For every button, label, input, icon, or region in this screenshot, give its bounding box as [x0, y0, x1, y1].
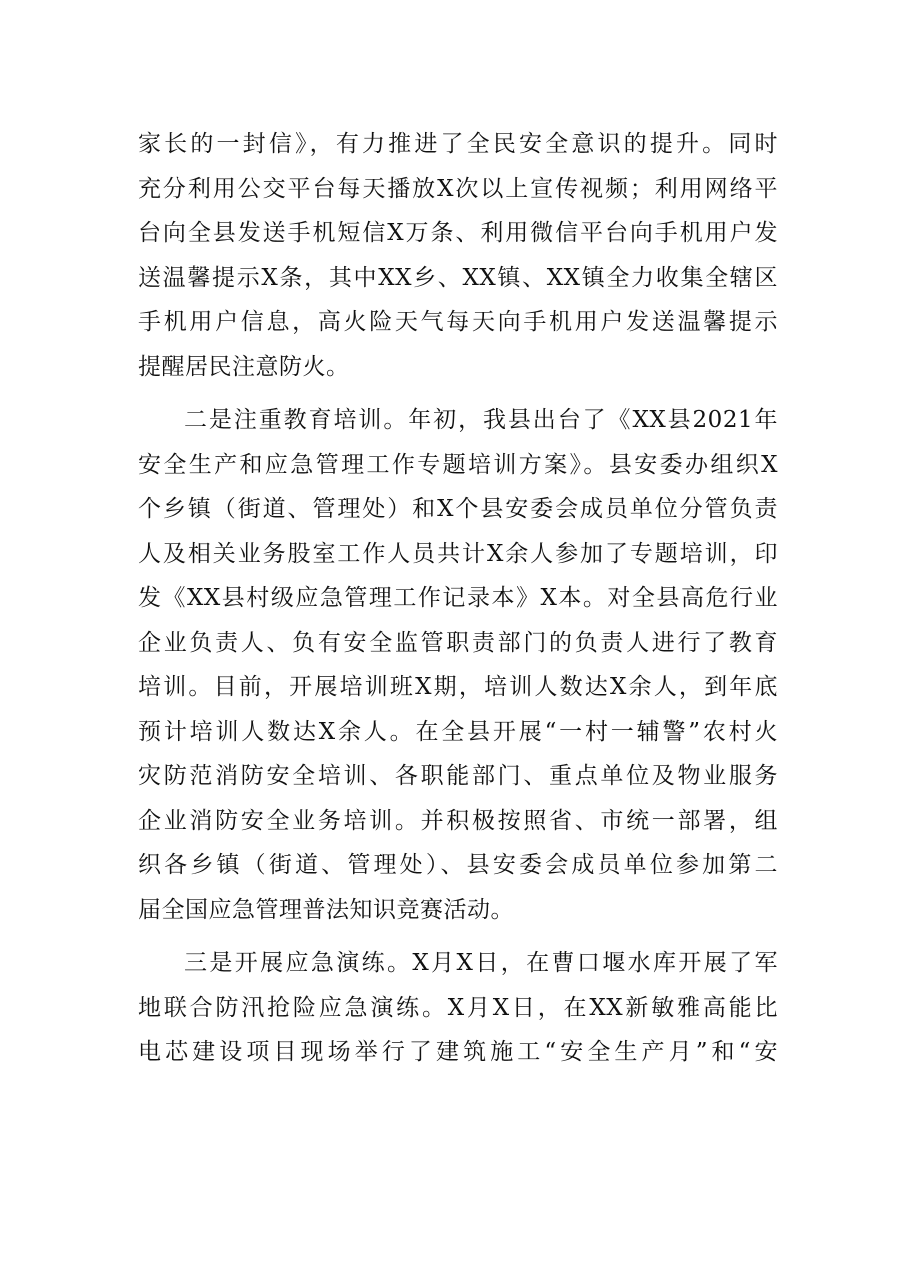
text-line: 送温馨提示X条，其中XX乡、XX镇、XX镇全力收集全辖区: [138, 264, 778, 291]
text-line: 届全国应急管理普法知识竞赛活动。: [138, 896, 514, 923]
paragraph-2: [138, 398, 778, 932]
text-line: 台向全县发送手机短信X万条、利用微信平台向手机用户发: [138, 220, 778, 246]
text-line: 企业消防安全业务培训。并积极按照省、市统一部署，组: [138, 807, 778, 834]
document-body: [138, 122, 778, 1075]
text-line: 预计培训人数达X余人。在全县开展“一村一辅警”农村火: [138, 718, 778, 745]
text-line: 个乡镇（街道、管理处）和X个县安委会成员单位分管负责: [138, 496, 778, 522]
text-line: 家长的一封信》，有力推进了全民安全意识的提升。同时: [138, 131, 778, 157]
text-line: 三是开展应急演练。X月X日，在曹口堰水库开展了军: [184, 950, 778, 976]
text-line: 手机用户信息，高火险天气每天向手机用户发送温馨提示: [138, 309, 778, 335]
text-line: 织各乡镇（街道、管理处）、县安委会成员单位参加第二: [138, 852, 778, 878]
text-line: 安全生产和应急管理工作专题培训方案》。县安委办组织X: [138, 451, 778, 478]
text-line: 电芯建设项目现场举行了建筑施工“安全生产月”和“安: [138, 1039, 778, 1065]
text-line: 二是注重教育培训。年初，我县出台了《XX县2021年: [184, 407, 778, 433]
text-line: 企业负责人、负有安全监管职责部门的负责人进行了教育: [138, 629, 778, 656]
text-line: 地联合防汛抢险应急演练。X月X日，在XX新敏雅高能比: [138, 994, 778, 1021]
text-line: 灾防范消防安全培训、各职能部门、重点单位及物业服务: [138, 763, 778, 789]
text-line: 充分利用公交平台每天播放X次以上宣传视频；利用网络平: [138, 175, 778, 202]
paragraph-1: [138, 122, 778, 389]
text-line: 发《XX县村级应急管理工作记录本》X本。对全县高危行业: [138, 585, 778, 611]
paragraph-3: [138, 941, 778, 1075]
text-line: 提醒居民注意防火。: [138, 353, 350, 380]
text-line: 培训。目前，开展培训班X期，培训人数达X余人，到年底: [138, 674, 778, 700]
text-line: 人及相关业务股室工作人员共计X余人参加了专题培训，印: [138, 540, 778, 567]
